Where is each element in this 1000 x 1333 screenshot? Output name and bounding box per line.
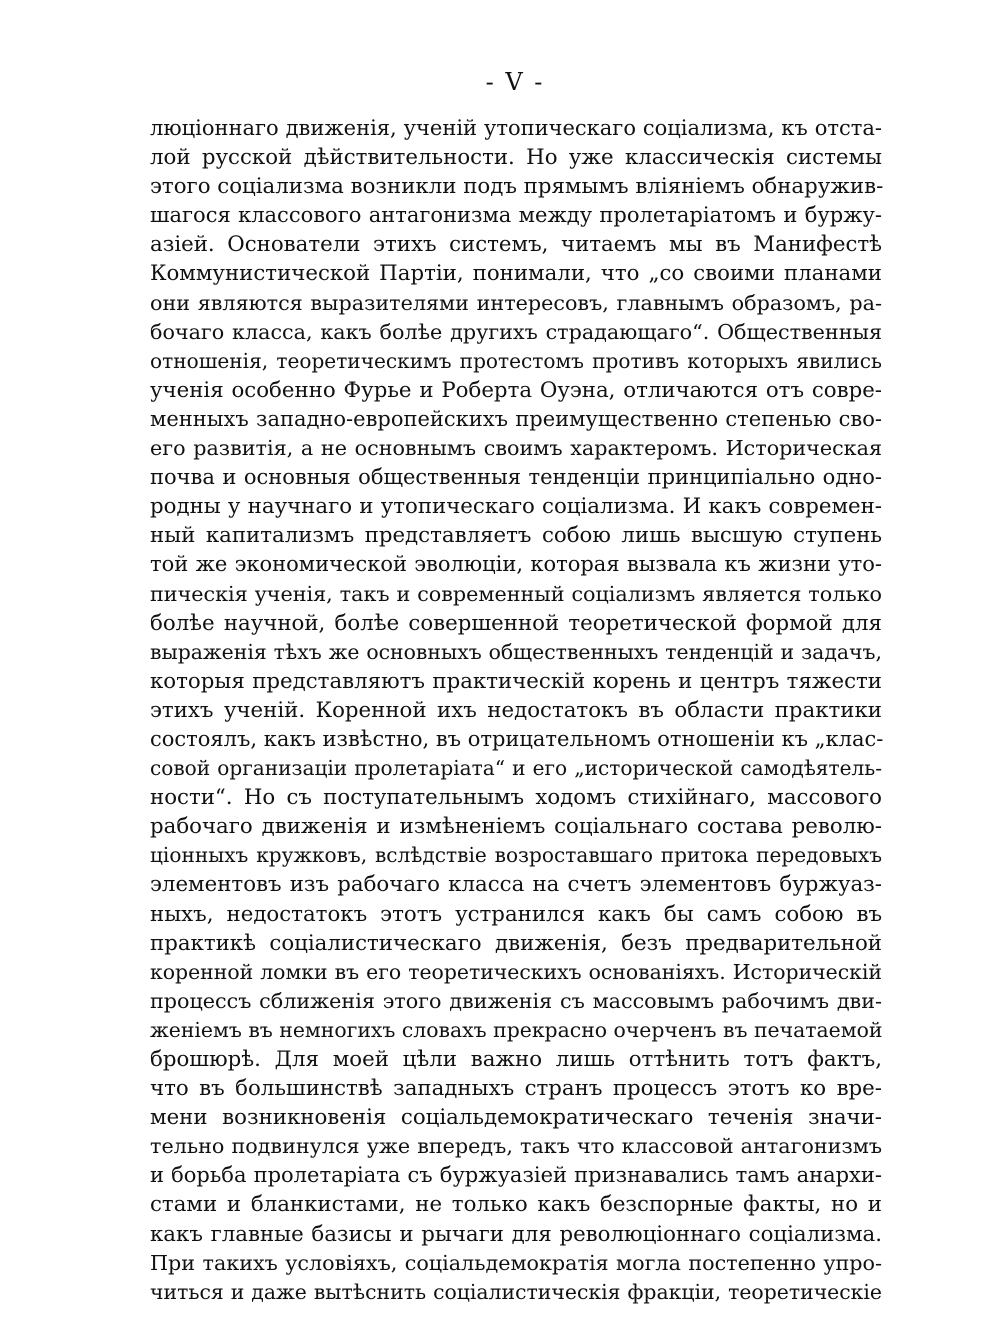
text-line: этихъ ученій. Коренной ихъ недостатокъ въ области практики	[150, 697, 882, 723]
text-line: Коммунистической Партіи, понимали, что „со своими планами	[150, 261, 882, 287]
text-line: той же экономической эволюціи, которая вызвала къ жизни уто-	[150, 552, 882, 577]
text-line: выраженія тѣхъ же основныхъ общественныхъ тенденцій и задачъ,	[150, 639, 882, 664]
text-line: этого соціализма возникли подъ прямымъ вліяніемъ обнаружив-	[150, 174, 884, 200]
text-line: какъ главные базисы и рычаги для революціоннаго соціализма.	[150, 1221, 882, 1247]
text-line: ученія особенно Фурье и Роберта Оуэна, отличаются отъ совре-	[150, 377, 882, 403]
text-line: коренной ломки въ его теоретическихъ основаніяхъ. Историческій	[150, 959, 882, 984]
text-line: процессъ сближенія этого движенія съ массовымъ рабочимъ дви-	[150, 988, 882, 1013]
text-line: брошюрѣ. Для моей цѣли важно лишь оттѣнить тотъ фактъ,	[150, 1047, 882, 1072]
text-line: При такихъ условіяхъ, соціальдемократія могла постепенно упро-	[150, 1250, 882, 1275]
text-line: совой организаціи пролетаріата“ и его „исторической самодѣятель-	[150, 756, 882, 781]
text-line: ности“. Но съ поступательнымъ ходомъ стихійнаго, массового	[150, 785, 882, 811]
text-line: рабочаго движенія и измѣненіемъ соціальнаго состава револю-	[150, 814, 882, 840]
text-line: мени возникновенія соціальдемократическаго теченія значи-	[150, 1105, 882, 1131]
text-line: почва и основныя общественныя тенденціи принципіально одно-	[150, 465, 882, 490]
text-line: его развитія, а не основнымъ своимъ характеромъ. Историческая	[150, 436, 882, 461]
text-line: женіемъ въ немногихъ словахъ прекрасно очерченъ въ печатаемой	[150, 1017, 883, 1042]
text-line: бочаго класса, какъ болѣе другихъ страдающаго“. Общественныя	[150, 319, 882, 344]
text-line: что въ большинствѣ западныхъ странъ процессъ этотъ ко вре-	[150, 1076, 882, 1102]
text-line: тельно подвинулся уже впередъ, такъ что классовой антагонизмъ	[150, 1134, 882, 1159]
text-line: отношенія, теоретическимъ протестомъ противъ которыхъ явились	[150, 348, 882, 373]
text-line: которыя представляютъ практическій корень и центръ тяжести	[150, 668, 882, 694]
text-line: стами и бланкистами, не только какъ безспорные факты, но и	[150, 1192, 882, 1218]
text-line: ный капитализмъ представляетъ собою лишь высшую ступень	[150, 523, 882, 549]
text-line: элементовъ изъ рабочаго класса на счетъ элементовъ буржуаз-	[150, 872, 882, 898]
text-line: люціоннаго движенія, ученій утопическаго соціализма, къ отста-	[150, 116, 882, 140]
text-line: пическія ученія, такъ и современный соціализмъ является только	[150, 581, 882, 606]
text-line: шагося классового антагонизма между пролетаріатомъ и буржу-	[150, 203, 882, 228]
page-number: - V -	[485, 68, 545, 96]
text-line: состоялъ, какъ извѣстно, въ отрицательномъ отношеніи къ „клас-	[150, 726, 884, 751]
text-line: они являются выразителями интересовъ, главнымъ образомъ, ра-	[150, 290, 882, 315]
text-line: болѣе научной, болѣе совершенной теоретической формой для	[150, 610, 882, 636]
text-line: менныхъ западно-европейскихъ преимущественно степенью сво-	[150, 406, 882, 431]
text-line: ныхъ, недостатокъ этотъ устранился какъ бы самъ собою въ	[150, 901, 882, 927]
text-line: родны у научнаго и утопическаго соціализма. И какъ современ-	[150, 494, 882, 520]
text-line: лой русской дѣйствительности. Но уже классическія системы	[150, 145, 882, 171]
text-line: и борьба пролетаріата съ буржуазіей признавались тамъ анархи-	[150, 1163, 882, 1188]
text-line: практикѣ соціалистическаго движенія, безъ предварительной	[150, 930, 882, 956]
text-line: азіей. Основатели этихъ системъ, читаемъ мы въ Манифестѣ	[150, 232, 882, 258]
text-line: ціонныхъ кружковъ, вслѣдствіе возроставшаго притока передовыхъ	[150, 843, 882, 868]
body-text	[150, 114, 882, 1307]
text-line: читься и даже вытѣснить соціалистическія фракціи, теоретическіе	[150, 1279, 882, 1304]
